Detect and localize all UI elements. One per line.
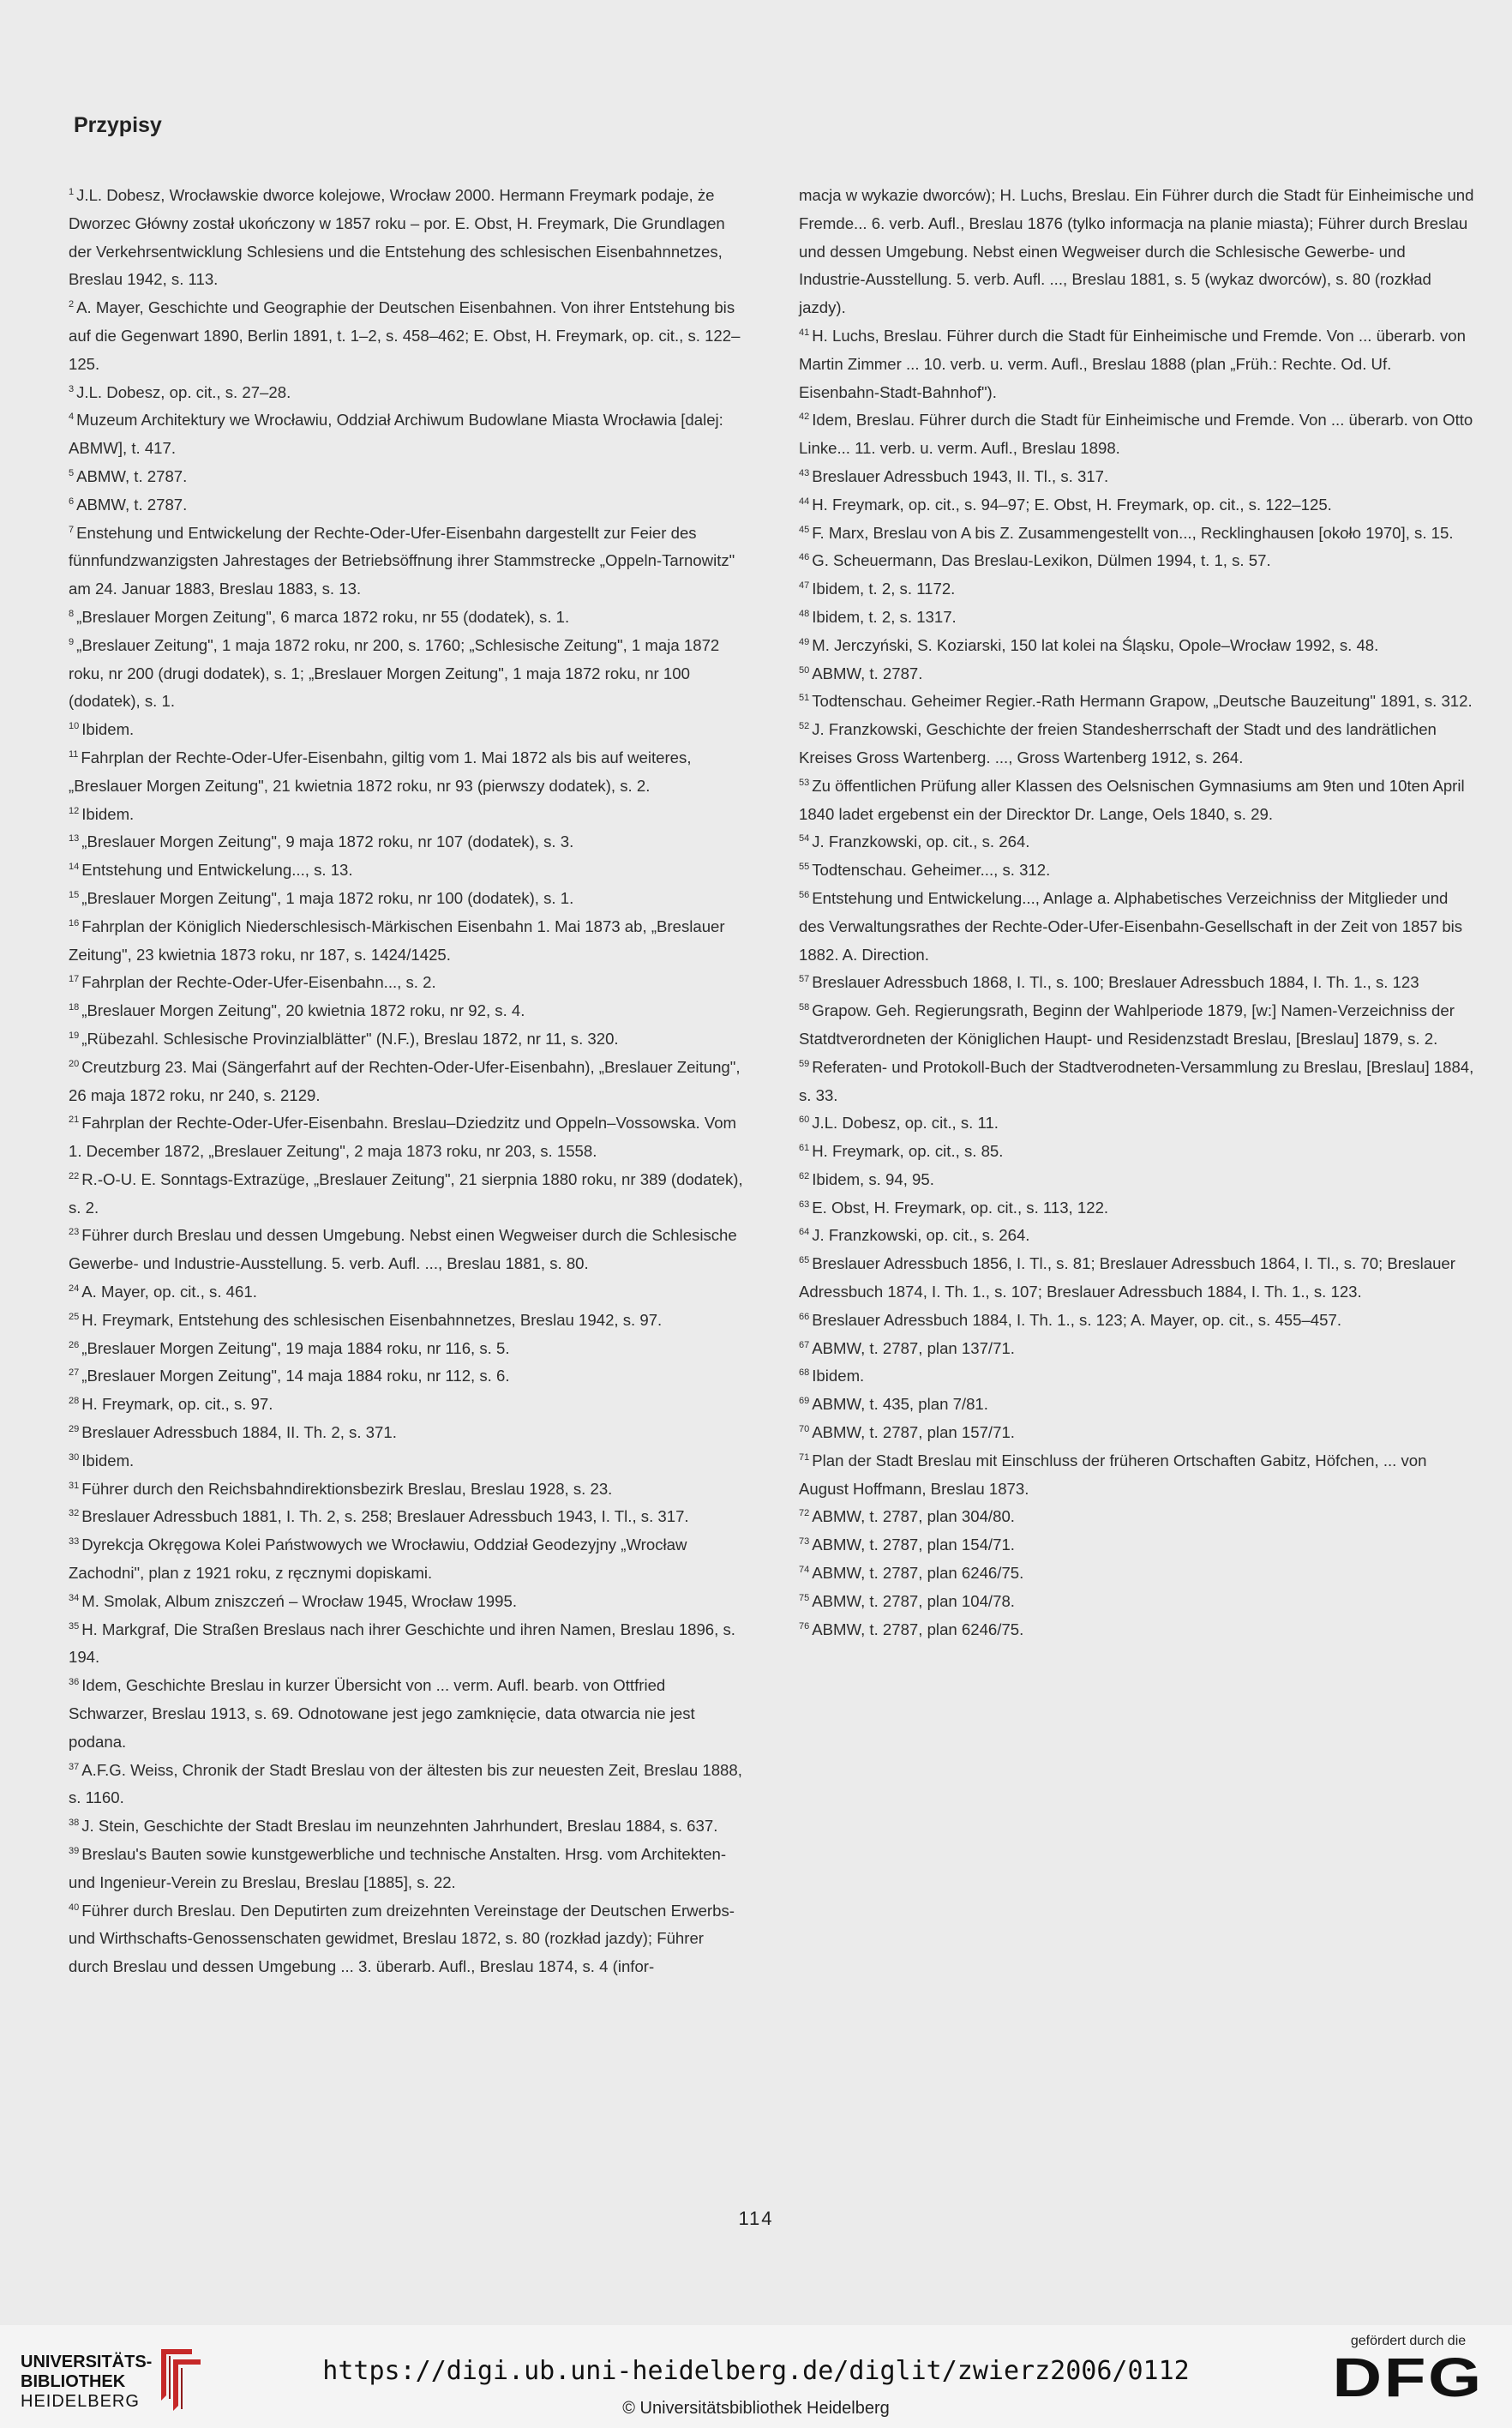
- footnote-number: 5: [69, 467, 75, 478]
- footnote-text: ABMW, t. 2787, plan 157/71.: [812, 1423, 1015, 1442]
- footnote: [69, 885, 747, 913]
- footnote: [799, 1194, 1474, 1223]
- footnote-number: 34: [69, 1592, 80, 1603]
- footnote-number: 44: [799, 496, 810, 507]
- footnote-number: 55: [799, 862, 810, 873]
- footnote-text: „Breslauer Morgen Zeitung", 6 marca 1872 roku, nr 55 (dodatek), s. 1.: [76, 607, 570, 626]
- footnote-text: J.L. Dobesz, op. cit., s. 11.: [812, 1114, 999, 1133]
- page-number: 114: [738, 2208, 774, 2229]
- footnote-number: 4: [69, 412, 75, 423]
- footnote-number: 74: [799, 1565, 810, 1576]
- footnote-text: Creutzburg 23. Mai (Sängerfahrt auf der Rechten-Oder-Ufer-Eisenbahn), „Breslauer Zeitung", 26 maja 1872 roku, nr 240, s. 2129.: [69, 1057, 741, 1104]
- footnote: [799, 997, 1474, 1054]
- footnote-number: 24: [69, 1283, 80, 1295]
- footnote: [799, 1503, 1474, 1531]
- footnote: [69, 1841, 747, 1897]
- footnote: [799, 1588, 1474, 1616]
- footnote: [69, 294, 747, 378]
- footnote-number: 71: [799, 1451, 810, 1463]
- footnote-text: Todtenschau. Geheimer Regier.-Rath Hermann Grapow, „Deutsche Bauzeitung" 1891, s. 312.: [812, 692, 1473, 711]
- footnote-text: „Rübezahl. Schlesische Provinzialblätter" (N.F.), Breslau 1872, nr 11, s. 320.: [81, 1029, 619, 1048]
- footnote: [69, 1812, 747, 1841]
- footnote-text: Ibidem, t. 2, s. 1172.: [812, 580, 956, 598]
- footnote-number: 18: [69, 1002, 80, 1013]
- footnote-text: Ibidem.: [812, 1367, 865, 1385]
- footnote-text: Muzeum Architektury we Wrocławiu, Oddział Archiwum Budowlane Miasta Wrocławia [dalej: ABMW], t. 417.: [69, 411, 723, 458]
- footnote-text: H. Freymark, op. cit., s. 94–97; E. Obst, H. Freymark, op. cit., s. 122–125.: [812, 495, 1332, 514]
- footnote-number: 17: [69, 974, 80, 985]
- footnote: [799, 1531, 1474, 1560]
- footnote-number: 10: [69, 721, 80, 732]
- footnote-text: „Breslauer Zeitung", 1 maja 1872 roku, nr 200, s. 1760; „Schlesische Zeitung", 1 maja 1872 roku, nr 200 (drugi dodatek), s. 1; „Breslauer Morgen Zeitung", 1 maja 1872 roku, nr 100 (dodatek), s. 1.: [69, 635, 720, 711]
- footnote: [799, 1391, 1474, 1419]
- library-name-line3: HEIDELBERG: [21, 2392, 140, 2411]
- footnote-number: 76: [799, 1620, 810, 1632]
- footnote: [799, 716, 1474, 772]
- library-name-line2: BIBLIOTHEK: [21, 2372, 126, 2391]
- footnote-number: 23: [69, 1227, 80, 1238]
- footnote-number: 40: [69, 1902, 80, 1913]
- footnote: [799, 1138, 1474, 1166]
- footnote-number: 75: [799, 1592, 810, 1603]
- footnote: [799, 1419, 1474, 1447]
- footnote-number: 28: [69, 1396, 80, 1407]
- permalink-url[interactable]: https://digi.ub.uni-heidelberg.de/diglit/zwierz2006/0112: [322, 2356, 1190, 2386]
- footnote-text: H. Freymark, op. cit., s. 97.: [81, 1395, 273, 1414]
- footnote-text: Ibidem.: [81, 720, 135, 739]
- footnote: [799, 1447, 1474, 1504]
- footnote: [69, 1757, 747, 1813]
- footnote: [69, 1307, 747, 1335]
- footnote-number: 26: [69, 1339, 80, 1350]
- footnote-number: 63: [799, 1199, 810, 1210]
- footnote: [69, 828, 747, 856]
- footnote-text: ABMW, t. 2787, plan 6246/75.: [812, 1620, 1024, 1638]
- footnote-number: 59: [799, 1058, 810, 1069]
- footnote-number: 36: [69, 1677, 80, 1688]
- footnote-number: 46: [799, 552, 810, 563]
- footnote-text: Breslauer Adressbuch 1884, I. Th. 1., s. 123; A. Mayer, op. cit., s. 455–457.: [812, 1310, 1341, 1329]
- library-name-line1: UNIVERSITÄTS-: [21, 2353, 153, 2371]
- footnote-number: 72: [799, 1508, 810, 1519]
- footnote-number: 7: [69, 524, 75, 535]
- footnote-text: Fahrplan der Rechte-Oder-Ufer-Eisenbahn..., s. 2.: [81, 973, 436, 992]
- footnote-text: Dyrekcja Okręgowa Kolei Państwowych we Wrocławiu, Oddział Geodezyjny „Wrocław Zachodni", plan z 1921 roku, z ręcznymi dopiskami.: [69, 1536, 687, 1583]
- footnote-text: R.-O-U. E. Sonntags-Extrazüge, „Breslauer Zeitung", 21 sierpnia 1880 roku, nr 389 (dodatek), s. 2.: [69, 1169, 743, 1217]
- footnote-text: ABMW, t. 2787, plan 154/71.: [812, 1536, 1015, 1554]
- footnote: [799, 1166, 1474, 1194]
- footnote: [69, 801, 747, 829]
- footnote-text: A. Mayer, Geschichte und Geographie der Deutschen Eisenbahnen. Von ihrer Entstehung bis auf die Gegenwart 1890, Berlin 1891, t. 1–2, s. 458–462; E. Obst, H. Freymark, op. cit., s. 122–125.: [69, 298, 741, 373]
- footnote-number: 41: [799, 327, 810, 338]
- footnote-number: 61: [799, 1143, 810, 1154]
- footnote-number: 49: [799, 636, 810, 647]
- footnote-number: 16: [69, 917, 80, 929]
- footnote: [69, 1897, 747, 1981]
- footnote: [799, 547, 1474, 575]
- footnote-text: Breslauer Adressbuch 1881, I. Th. 2, s. 258; Breslauer Adressbuch 1943, I. Tl., s. 317.: [81, 1507, 689, 1526]
- footnote-number: 38: [69, 1818, 80, 1829]
- footnote-text: ABMW, t. 2787, plan 137/71.: [812, 1338, 1015, 1357]
- footnote: [69, 406, 747, 463]
- footnote: [799, 688, 1474, 716]
- footnote-text: M. Smolak, Album zniszczeń – Wrocław 1945, Wrocław 1995.: [81, 1591, 518, 1610]
- footnote: [69, 604, 747, 632]
- footnote-number: 60: [799, 1115, 810, 1126]
- footnote-text: H. Freymark, Entstehung des schlesischen Eisenbahnnetzes, Breslau 1942, s. 97.: [81, 1310, 663, 1329]
- footnote-number: 31: [69, 1480, 80, 1491]
- footnote-text: Führer durch Breslau und dessen Umgebung. Nebst einen Wegweiser durch die Schlesische Gewerbe- und Industrie-Ausstellung. 5. verb. Aufl. ..., Breslau 1881, s. 80.: [69, 1226, 737, 1273]
- footnote-text: Fahrplan der Rechte-Oder-Ufer-Eisenbahn, giltig vom 1. Mai 1872 als bis auf weiteres, „Breslauer Morgen Zeitung", 21 kwietnia 1872 roku, nr 93 (pierwszy dodatek), s. 2.: [69, 748, 692, 795]
- footnote: [799, 1054, 1474, 1110]
- footnote-number: 73: [799, 1536, 810, 1548]
- footnote: [799, 1250, 1474, 1307]
- footnote-number: 52: [799, 721, 810, 732]
- footnote-text: Referaten- und Protokoll-Buch der Stadtverodneten-Versammlung zu Breslau, [Breslau] 1884, s. 33.: [799, 1057, 1474, 1104]
- footnote: [799, 182, 1474, 322]
- footnotes-left-column: [69, 182, 747, 1981]
- footnote: [69, 632, 747, 716]
- footnote: [69, 744, 747, 801]
- footnote: [69, 1362, 747, 1391]
- footnote-number: 3: [69, 383, 75, 394]
- footnote: [69, 1278, 747, 1307]
- footnote-text: Breslauer Adressbuch 1884, II. Th. 2, s. 371.: [81, 1423, 397, 1442]
- footnote: [799, 463, 1474, 491]
- footnote-text: „Breslauer Morgen Zeitung", 1 maja 1872 roku, nr 100 (dodatek), s. 1.: [81, 888, 574, 907]
- footnote: [69, 520, 747, 604]
- footnote: [69, 969, 747, 997]
- footnote-text: „Breslauer Morgen Zeitung", 19 maja 1884 roku, nr 116, s. 5.: [81, 1338, 510, 1357]
- footnote-number: 32: [69, 1508, 80, 1519]
- footnote: [69, 1672, 747, 1756]
- footnote-number: 13: [69, 833, 80, 844]
- footnote-text: Führer durch Breslau. Den Deputirten zum dreizehnten Vereinstage der Deutschen Erwerbs- und Wirthschafts-Genossenschaten gewidmet, Breslau 1872, s. 80 (rozkład jazdy); Führer durch Breslau und dessen Umgebung ... 3. überarb. Aufl., Breslau 1874, s. 4 (infor-: [69, 1901, 735, 1976]
- dfg-wordmark: DFG: [1332, 2347, 1485, 2408]
- footnote: [69, 1025, 747, 1054]
- footnote: [799, 322, 1474, 406]
- footnote-number: 53: [799, 777, 810, 788]
- footnote: [69, 379, 747, 407]
- footnote-number: 51: [799, 693, 810, 704]
- footnote-number: 30: [69, 1451, 80, 1463]
- footnote: [69, 997, 747, 1025]
- footnote-text: Zu öffentlichen Prüfung aller Klassen des Oelsnischen Gymnasiums am 9ten und 10ten April 1840 ladet ergebenst ein der Direcktor Dr. Lange, Oels 1840, s. 29.: [799, 776, 1465, 823]
- footnote: [799, 491, 1474, 520]
- footnotes-right-column: [799, 182, 1474, 1644]
- footnote-text: J. Franzkowski, op. cit., s. 264.: [812, 1226, 1030, 1245]
- footnote-text: J.L. Dobesz, op. cit., s. 27–28.: [76, 382, 291, 401]
- dfg-sponsor-logo[interactable]: [1332, 2334, 1485, 2408]
- footnote-number: 54: [799, 833, 810, 844]
- footnote: [799, 856, 1474, 885]
- footnote: [799, 1222, 1474, 1250]
- footnote: [69, 1531, 747, 1588]
- footnote-text: F. Marx, Breslau von A bis Z. Zusammengestellt von..., Recklinghausen [około 1970], s. 15.: [812, 523, 1454, 542]
- footnote-text: „Breslauer Morgen Zeitung", 9 maja 1872 roku, nr 107 (dodatek), s. 3.: [81, 832, 574, 851]
- footnote-text: ABMW, t. 2787.: [812, 664, 923, 682]
- footnote: [799, 604, 1474, 632]
- footnote-text: ABMW, t. 2787.: [76, 495, 188, 514]
- footnote-text: A.F.G. Weiss, Chronik der Stadt Breslau von der ältesten bis zur neuesten Zeit, Breslau 1888, s. 1160.: [69, 1760, 742, 1807]
- footnote-text: Todtenschau. Geheimer..., s. 312.: [812, 861, 1051, 880]
- footnote-text: Ibidem.: [81, 804, 135, 823]
- footnote: [69, 1109, 747, 1166]
- footnote: [69, 1335, 747, 1363]
- footnote-number: 69: [799, 1396, 810, 1407]
- footnote-number: 65: [799, 1255, 810, 1266]
- footnote: [69, 491, 747, 520]
- footnote: [799, 828, 1474, 856]
- footnote: [799, 969, 1474, 997]
- footnote-number: 8: [69, 608, 75, 619]
- footnote-text: Entstehung und Entwickelung..., s. 13.: [81, 861, 353, 880]
- footnote-number: 57: [799, 974, 810, 985]
- footnote-number: 42: [799, 412, 810, 423]
- footnote-number: 14: [69, 862, 80, 873]
- footnote-text: ABMW, t. 2787, plan 304/80.: [812, 1507, 1015, 1526]
- footnote-number: 56: [799, 889, 810, 900]
- footnote-text: „Breslauer Morgen Zeitung", 14 maja 1884 roku, nr 112, s. 6.: [81, 1367, 510, 1385]
- footnote: [69, 1222, 747, 1278]
- footnote-number: 21: [69, 1115, 80, 1126]
- footnote-text: A. Mayer, op. cit., s. 461.: [81, 1283, 257, 1301]
- footnote: [69, 1447, 747, 1475]
- footnote-text: ABMW, t. 2787, plan 104/78.: [812, 1591, 1015, 1610]
- footnote-text: H. Luchs, Breslau. Führer durch die Stadt für Einheimische und Fremde. Von ... überarb. von Martin Zimmer ... 10. verb. u. verm. Aufl., Breslau 1888 (plan „Früh.: Rechte. Od. Uf. Eisenbahn-Stadt-Bahnhof").: [799, 326, 1466, 401]
- footnote: [69, 463, 747, 491]
- footnote-number: 48: [799, 608, 810, 619]
- footnote-text: Ibidem, s. 94, 95.: [812, 1169, 934, 1188]
- footnote: [799, 772, 1474, 829]
- footnote-text: Enstehung und Entwickelung der Rechte-Oder-Ufer-Eisenbahn dargestellt zur Feier des fünnfundzwanzigsten Jahrestages der Betriebsöffnung ihrer Stammstrecke „Oppeln-Tarnowitz" am 24. Januar 1883, Breslau 1883, s. 13.: [69, 523, 735, 598]
- footnote-number: 20: [69, 1058, 80, 1069]
- footnote-number: 11: [69, 748, 79, 760]
- copyright-notice: © Universitätsbibliothek Heidelberg: [622, 2399, 890, 2418]
- footnote-number: 2: [69, 299, 75, 310]
- footnote-number: 50: [799, 664, 810, 676]
- footnote-text: Breslau's Bauten sowie kunstgewerbliche und technische Anstalten. Hrsg. vom Architekten- und Ingenieur-Verein zu Breslau, Breslau [1885], s. 22.: [69, 1845, 727, 1891]
- footnote-text: E. Obst, H. Freymark, op. cit., s. 113, 122.: [812, 1198, 1109, 1217]
- footnote-number: 9: [69, 636, 75, 647]
- footnote-text: Ibidem.: [81, 1451, 135, 1469]
- footnote-text: Fahrplan der Rechte-Oder-Ufer-Eisenbahn. Breslau–Dziedzitz und Oppeln–Vossowska. Vom 1. December 1872, „Breslauer Zeitung", 2 maja 1873 roku, nr 203, s. 1558.: [69, 1114, 737, 1161]
- footnote-text: „Breslauer Morgen Zeitung", 20 kwietnia 1872 roku, nr 92, s. 4.: [81, 1001, 525, 1020]
- footnote: [69, 1503, 747, 1531]
- footnote-text: Breslauer Adressbuch 1868, I. Tl., s. 100; Breslauer Adressbuch 1884, I. Th. 1., s. 123: [812, 973, 1419, 992]
- footnote-number: 19: [69, 1030, 80, 1041]
- footnote: [69, 913, 747, 970]
- footnote-number: 15: [69, 889, 80, 900]
- section-heading: Przypisy: [74, 113, 162, 137]
- footnote: [799, 1109, 1474, 1138]
- footnote: [69, 1419, 747, 1447]
- footnote-number: 62: [799, 1170, 810, 1181]
- footnote-text: J. Franzkowski, op. cit., s. 264.: [812, 832, 1030, 851]
- footnote-text: J. Stein, Geschichte der Stadt Breslau im neunzehnten Jahrhundert, Breslau 1884, s. 637.: [81, 1817, 718, 1836]
- footnote: [799, 1616, 1474, 1644]
- footnote-number: 66: [799, 1311, 810, 1322]
- footnote-text: G. Scheuermann, Das Breslau-Lexikon, Dülmen 1994, t. 1, s. 57.: [812, 551, 1271, 570]
- footnote: [69, 1391, 747, 1419]
- footnote-text: H. Markgraf, Die Straßen Breslaus nach ihrer Geschichte und ihren Namen, Breslau 1896, s. 194.: [69, 1620, 735, 1667]
- footnote: [69, 1166, 747, 1223]
- footnote-number: 22: [69, 1170, 80, 1181]
- footnote-text: Führer durch den Reichsbahndirektionsbezirk Breslau, Breslau 1928, s. 23.: [81, 1479, 613, 1498]
- footnote: [799, 660, 1474, 688]
- footnote-number: 58: [799, 1002, 810, 1013]
- footnote-text: Ibidem, t. 2, s. 1317.: [812, 607, 957, 626]
- footnote-text: Breslauer Adressbuch 1943, II. Tl., s. 317.: [812, 466, 1109, 485]
- footnote-number: 43: [799, 467, 810, 478]
- footnote-number: 47: [799, 580, 810, 592]
- footnote: [799, 575, 1474, 604]
- footnote-text: Entstehung und Entwickelung..., Anlage a. Alphabetisches Verzeichniss der Mitglieder und des Verwaltungsrathes der Rechte-Oder-Ufer-Eisenbahn-Gesellschaft in der Zeit von 1857 bis 1882. A. Direction.: [799, 888, 1463, 964]
- footnote-number: 37: [69, 1761, 80, 1772]
- footnote-text: H. Freymark, op. cit., s. 85.: [812, 1142, 1004, 1161]
- footnote-number: 27: [69, 1367, 80, 1379]
- footnote-text: ABMW, t. 2787.: [76, 466, 188, 485]
- footnote: [799, 1560, 1474, 1588]
- footnote-text: ABMW, t. 435, plan 7/81.: [812, 1395, 988, 1414]
- footnote-number: 45: [799, 524, 810, 535]
- footnote-text: M. Jerczyński, S. Koziarski, 150 lat kolei na Śląsku, Opole–Wrocław 1992, s. 48.: [812, 635, 1379, 654]
- footnote-number: 33: [69, 1536, 80, 1548]
- footnote-text: Plan der Stadt Breslau mit Einschluss der früheren Ortschaften Gabitz, Höfchen, ... von August Hoffmann, Breslau 1873.: [799, 1451, 1427, 1498]
- footnote-text: Grapow. Geh. Regierungsrath, Beginn der Wahlperiode 1879, [w:] Namen-Verzeichniss der Statdtverordneten der Königlichen Haupt- und Residenzstadt Breslau, [Breslau] 1879, s. 2.: [799, 1001, 1455, 1048]
- footnote-number: 1: [69, 187, 75, 197]
- footnote-number: 67: [799, 1339, 810, 1350]
- footnote-text: macja w wykazie dworców); H. Luchs, Breslau. Ein Führer durch die Stadt für Einheimische und Fremde... 6. verb. Aufl., Breslau 1876 (tylko informacja na planie miasta); Führer durch Breslau und dessen Umgebung. Nebst einen Wegweiser durch die Schlesische Gewerbe- und Industrie-Ausstellung. 5. verb. Aufl. ..., Breslau 1881, s. 5 (wykaz dworców), s. 80 (rozkład jazdy).: [799, 186, 1474, 317]
- footnote-text: ABMW, t. 2787, plan 6246/75.: [812, 1564, 1024, 1583]
- footnote-number: 29: [69, 1424, 80, 1435]
- footnote: [799, 885, 1474, 969]
- footnote: [799, 520, 1474, 548]
- footnote-number: 64: [799, 1227, 810, 1238]
- sponsor-caption: gefördert durch die: [1350, 2334, 1467, 2348]
- footnote-number: 70: [799, 1424, 810, 1435]
- footnote: [69, 716, 747, 744]
- viewer-footer: [0, 2325, 1512, 2428]
- footnote-text: Idem, Geschichte Breslau in kurzer Übersicht von ... verm. Aufl. bearb. von Ottfried Schwarzer, Breslau 1913, s. 69. Odnotowane jest jego zamknięcie, data otwarcia nie jest podana.: [69, 1676, 695, 1751]
- footnote-number: 25: [69, 1311, 80, 1322]
- footnote: [799, 1307, 1474, 1335]
- footnote-number: 12: [69, 805, 80, 816]
- footnote: [799, 1362, 1474, 1391]
- footnote-text: Fahrplan der Königlich Niederschlesisch-Märkischen Eisenbahn 1. Mai 1873 ab, „Breslauer Zeitung", 23 kwietnia 1873 roku, nr 187, s. 1424/1425.: [69, 917, 725, 964]
- footnote: [69, 1054, 747, 1110]
- footnote: [69, 1588, 747, 1616]
- footnote: [69, 1616, 747, 1673]
- footnote: [69, 856, 747, 885]
- footnote: [799, 406, 1474, 463]
- footnote-text: Idem, Breslau. Führer durch die Stadt für Einheimische und Fremde. Von ... überarb. von Otto Linke... 11. verb. u. verm. Aufl., Breslau 1898.: [799, 411, 1473, 458]
- footnote: [799, 1335, 1474, 1363]
- footnote-text: Breslauer Adressbuch 1856, I. Tl., s. 81; Breslauer Adressbuch 1864, I. Tl., s. 70; Breslauer Adressbuch 1874, I. Th. 1., s. 107; Breslauer Adressbuch 1884, I. Th. 1., s. 123.: [799, 1254, 1455, 1301]
- footnote: [69, 1475, 747, 1504]
- footnote-number: 68: [799, 1367, 810, 1379]
- footnote: [799, 632, 1474, 660]
- footnote-number: 6: [69, 496, 75, 507]
- footnote-text: J. Franzkowski, Geschichte der freien Standesherrschaft der Stadt und des landrätlichen Kreises Gross Wartenberg. ..., Gross Wartenberg 1912, s. 264.: [799, 720, 1437, 766]
- footnote-number: 35: [69, 1620, 80, 1632]
- footnote: [69, 182, 747, 294]
- footnote-text: J.L. Dobesz, Wrocławskie dworce kolejowe, Wrocław 2000. Hermann Freymark podaje, że Dworzec Główny został ukończony w 1857 roku – por. E. Obst, H. Freymark, Die Grundlagen der Verkehrsentwicklung Schlesiens und die Entstehung des schlesischen Eisenbahnnetzes, Breslau 1942, s. 113.: [69, 186, 725, 289]
- footnote-number: 39: [69, 1846, 80, 1857]
